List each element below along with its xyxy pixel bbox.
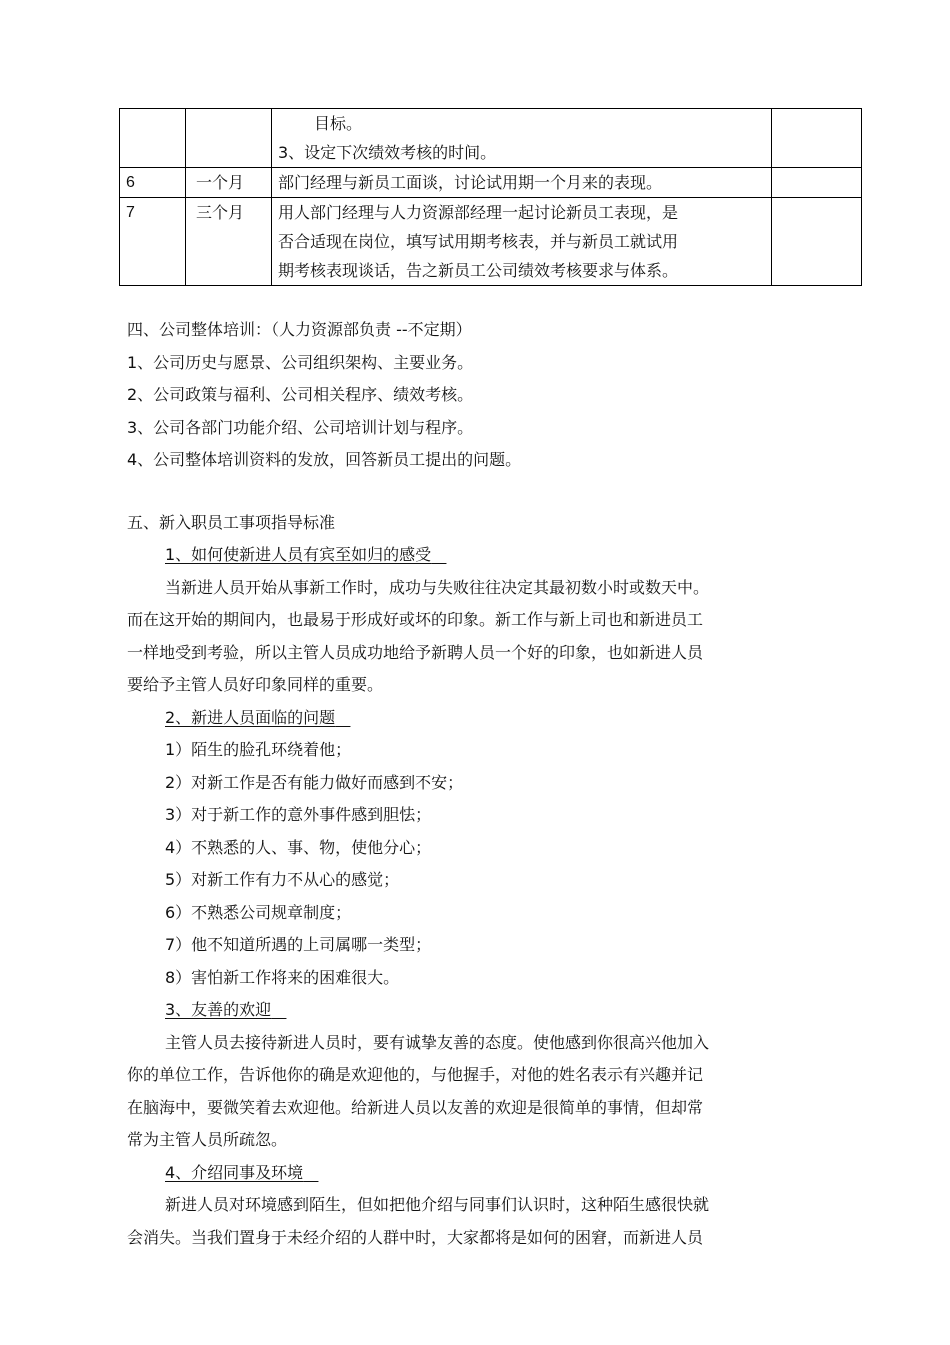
period-cell xyxy=(186,109,272,168)
body-text xyxy=(127,314,777,1254)
period-cell: 一个月 xyxy=(186,168,272,198)
period-cell: 三个月 xyxy=(186,198,272,286)
section4-item: 4、公司整体培训资料的发放，回答新员工提出的问题。 xyxy=(127,450,522,469)
onboarding-schedule-table xyxy=(119,108,862,286)
problem-item: 8）害怕新工作将来的困难很大。 xyxy=(165,967,400,987)
section4-heading: 四、公司整体培训：（人力资源部负责 --不定期） xyxy=(127,320,472,339)
note-cell xyxy=(772,198,862,286)
section4-item: 3、公司各部门功能介绍、公司培训计划与程序。 xyxy=(127,417,474,437)
subsection-title-1: 1、如何使新进人员有宾至如归的感受 xyxy=(165,545,432,564)
content-line: 否合适现在岗位，填写试用期考核表，并与新员工就试用 xyxy=(278,232,679,251)
subsection-title-3: 3、友善的欢迎 xyxy=(165,1000,272,1019)
content-cell xyxy=(272,168,772,198)
content-cell xyxy=(272,109,772,168)
content-line: 3、设定下次绩效考核的时间。 xyxy=(278,143,497,162)
step-number-cell xyxy=(120,109,186,168)
table-row xyxy=(120,109,862,168)
step-number-cell: 7 xyxy=(120,198,186,286)
paragraph-line: 常为主管人员所疏忽。 xyxy=(127,1130,288,1149)
content-line: 用人部门经理与人力资源部经理一起讨论新员工表现，是 xyxy=(278,203,679,222)
content-line: 目标。 xyxy=(314,114,363,133)
subsection-title-2: 2、新进人员面临的问题 xyxy=(165,707,336,727)
problem-item: 1）陌生的脸孔环绕着他； xyxy=(165,740,352,759)
paragraph-line: 要给予主管人员好印象同样的重要。 xyxy=(127,675,384,694)
paragraph-line: 当新进人员开始从事新工作时，成功与失败往往决定其最初数小时或数天中。 xyxy=(165,577,710,597)
section5-heading: 五、新入职员工事项指导标准 xyxy=(127,512,336,532)
problem-item: 6）不熟悉公司规章制度； xyxy=(165,902,352,922)
content-line: 部门经理与新员工面谈，讨论试用期一个月来的表现。 xyxy=(278,173,663,192)
table-row xyxy=(120,168,862,198)
section4-item: 1、公司历史与愿景、公司组织架构、主要业务。 xyxy=(127,352,474,372)
problem-item: 4）不熟悉的人、事、物，使他分心； xyxy=(165,837,432,857)
content-cell xyxy=(272,198,772,286)
step-number-cell: 6 xyxy=(120,168,186,198)
problem-item: 3）对于新工作的意外事件感到胆怯； xyxy=(165,805,432,824)
paragraph-line: 一样地受到考验，所以主管人员成功地给予新聘人员一个好的印象，也如新进人员 xyxy=(127,642,704,662)
paragraph-line: 而在这开始的期间内，也最易于形成好或坏的印象。新工作与新上司也和新进员工 xyxy=(127,610,704,629)
paragraph-line: 在脑海中，要微笑着去欢迎他。给新进人员以友善的欢迎是很简单的事情，但却常 xyxy=(127,1097,704,1117)
subsection-title-4: 4、介绍同事及环境 xyxy=(165,1162,304,1182)
paragraph-line: 你的单位工作，告诉他你的确是欢迎他的，与他握手，对他的姓名表示有兴趣并记 xyxy=(127,1065,704,1084)
table-row xyxy=(120,198,862,286)
problem-item: 2）对新工作是否有能力做好而感到不安； xyxy=(165,772,464,792)
paragraph-line: 会消失。当我们置身于未经介绍的人群中时，大家都将是如何的困窘，而新进人员 xyxy=(127,1227,704,1247)
paragraph-line: 新进人员对环境感到陌生，但如把他介绍与同事们认识时，这种陌生感很快就 xyxy=(165,1195,710,1214)
note-cell xyxy=(772,109,862,168)
section4-item: 2、公司政策与福利、公司相关程序、绩效考核。 xyxy=(127,385,474,404)
paragraph-line: 主管人员去接待新进人员时，要有诚挚友善的态度。使他感到你很高兴他加入 xyxy=(165,1032,710,1052)
problem-item: 7）他不知道所遇的上司属哪一类型； xyxy=(165,935,432,954)
problem-item: 5）对新工作有力不从心的感觉； xyxy=(165,870,400,889)
content-line: 期考核表现谈话，告之新员工公司绩效考核要求与体系。 xyxy=(278,261,679,280)
note-cell xyxy=(772,168,862,198)
